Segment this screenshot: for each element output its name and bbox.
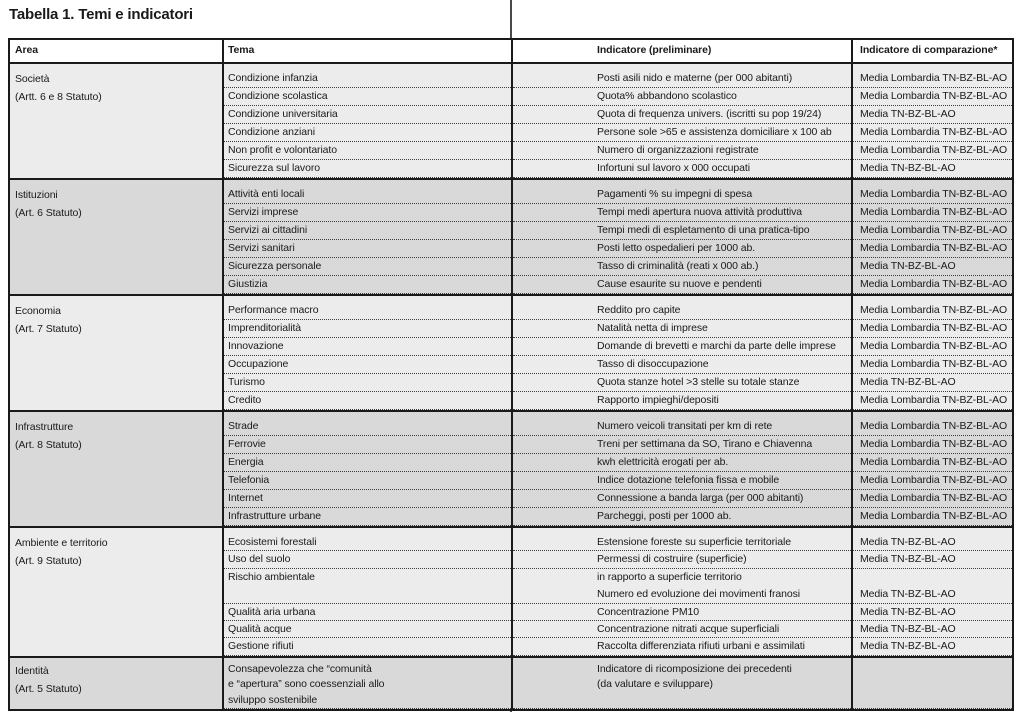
area-statuto: (Art. 8 Statuto) <box>15 439 82 451</box>
tema-cell: Strade <box>224 418 511 436</box>
indicatore-cell: Quota% abbandono scolastico <box>513 88 851 106</box>
area-name: Identità <box>15 664 49 677</box>
area-cell <box>10 528 224 656</box>
comparazione-cell: Media TN-BZ-BL-AO <box>853 621 1012 638</box>
indicatore-cell: Infortuni sul lavoro x 000 occupati <box>513 160 851 178</box>
tema-cell: Condizione universitaria <box>224 106 511 124</box>
tema-cell: Giustizia <box>224 276 511 294</box>
area-cell <box>10 412 224 526</box>
tema-column <box>224 658 513 710</box>
area-name: Economia <box>15 305 61 317</box>
comparazione-cell: Media Lombardia TN-BZ-BL-AO <box>853 472 1012 490</box>
indicatore-cell: Rapporto impieghi/depositi <box>513 392 851 410</box>
indicatore-column <box>513 180 853 294</box>
page-title: Tabella 1. Temi e indicatori <box>9 6 193 23</box>
tema-cell <box>224 586 511 603</box>
comparazione-cell: Media TN-BZ-BL-AO <box>853 534 1012 551</box>
tema-cell: Servizi ai cittadini <box>224 222 511 240</box>
comparazione-cell: Media Lombardia TN-BZ-BL-AO <box>853 320 1012 338</box>
tema-cell: Performance macro <box>224 302 511 320</box>
area-statuto: (Art. 9 Statuto) <box>15 555 82 567</box>
indicatore-column <box>513 412 853 526</box>
comparazione-cell: Media Lombardia TN-BZ-BL-AO <box>853 418 1012 436</box>
tema-cell: Condizione infanzia <box>224 70 511 88</box>
indicatore-cell: Parcheggi, posti per 1000 ab. <box>513 508 851 526</box>
indicatore-cell: Concentrazione nitrati acque superficiali <box>513 621 851 638</box>
indicatore-column <box>513 528 853 656</box>
area-group-istituzioni <box>10 180 1012 296</box>
area-group-ambiente <box>10 528 1012 658</box>
column-header-indicatore: Indicatore (preliminare) <box>513 40 853 62</box>
indicatore-cell: Tempi medi di espletamento di una pratica-tipo <box>513 222 851 240</box>
comparazione-cell: Media TN-BZ-BL-AO <box>853 604 1012 621</box>
area-cell <box>10 180 224 294</box>
area-statuto: (Art. 7 Statuto) <box>15 323 82 335</box>
comparazione-cell: Media TN-BZ-BL-AO <box>853 374 1012 392</box>
indicatore-cell: Natalità netta di imprese <box>513 320 851 338</box>
tema-cell: Sicurezza sul lavoro <box>224 160 511 178</box>
comparazione-cell: Media TN-BZ-BL-AO <box>853 551 1012 568</box>
indicatore-column <box>513 296 853 410</box>
tema-cell: Qualità aria urbana <box>224 604 511 621</box>
area-cell <box>10 658 224 710</box>
tema-cell: Turismo <box>224 374 511 392</box>
indicatore-cell: Numero di organizzazioni registrate <box>513 142 851 160</box>
indicatore-line: (da valutare e sviluppare) <box>597 678 713 691</box>
indicatore-cell: Posti asili nido e materne (per 000 abitanti) <box>513 70 851 88</box>
tema-cell: Infrastrutture urbane <box>224 508 511 526</box>
tema-cell: Telefonia <box>224 472 511 490</box>
indicatore-cell: Reddito pro capite <box>513 302 851 320</box>
comparazione-column <box>853 180 1012 294</box>
tema-column <box>224 296 513 410</box>
area-name: Ambiente e territorio <box>15 537 108 549</box>
indicatore-cell: Indice dotazione telefonia fissa e mobile <box>513 472 851 490</box>
column-header-comparazione: Indicatore di comparazione* <box>860 44 998 56</box>
tema-column <box>224 180 513 294</box>
comparazione-cell: Media Lombardia TN-BZ-BL-AO <box>853 392 1012 410</box>
indicatore-cell: Numero veicoli transitati per km di rete <box>513 418 851 436</box>
tema-cell: Credito <box>224 392 511 410</box>
indicatore-column <box>513 658 853 710</box>
area-group-societa <box>10 64 1012 180</box>
tema-cell: Innovazione <box>224 338 511 356</box>
area-group-economia <box>10 296 1012 412</box>
indicatore-cell: Pagamenti % su impegni di spesa <box>513 186 851 204</box>
indicatore-cell: Raccolta differenziata rifiuti urbani e assimilati <box>513 638 851 655</box>
comparazione-cell: Media Lombardia TN-BZ-BL-AO <box>853 338 1012 356</box>
comparazione-cell: Media TN-BZ-BL-AO <box>853 106 1012 124</box>
column-header-tema: Tema <box>224 40 513 62</box>
comparazione-cell: Media Lombardia TN-BZ-BL-AO <box>853 204 1012 222</box>
comparazione-cell <box>853 569 1012 586</box>
indicatore-cell: Estensione foreste su superficie territoriale <box>513 534 851 551</box>
tema-cell: Non profit e volontariato <box>224 142 511 160</box>
comparazione-cell: Media TN-BZ-BL-AO <box>853 586 1012 603</box>
indicatore-cell: Cause esaurite su nuove e pendenti <box>513 276 851 294</box>
comparazione-cell: Media Lombardia TN-BZ-BL-AO <box>853 142 1012 160</box>
column-header-area: Area <box>10 40 224 62</box>
area-statuto: (Art. 5 Statuto) <box>15 682 82 695</box>
comparazione-cell: Media Lombardia TN-BZ-BL-AO <box>853 356 1012 374</box>
tema-cell: Energia <box>224 454 511 472</box>
tema-cell: Condizione anziani <box>224 124 511 142</box>
area-group-identita <box>10 658 1012 710</box>
indicatore-cell: Tasso di criminalità (reati x 000 ab.) <box>513 258 851 276</box>
comparazione-cell: Media Lombardia TN-BZ-BL-AO <box>853 508 1012 526</box>
indicatore-cell: Persone sole >65 e assistenza domiciliare x 100 ab <box>513 124 851 142</box>
tema-line: e “apertura” sono coessenziali allo <box>228 678 385 691</box>
tema-column <box>224 412 513 526</box>
area-cell <box>10 64 224 178</box>
comparazione-cell: Media Lombardia TN-BZ-BL-AO <box>853 454 1012 472</box>
indicatore-line: Indicatore di ricomposizione dei precedenti <box>597 662 792 675</box>
indicatore-cell <box>513 662 851 710</box>
indicatore-cell: in rapporto a superficie territorio <box>597 570 742 583</box>
tema-column <box>224 64 513 178</box>
comparazione-cell: Media Lombardia TN-BZ-BL-AO <box>853 436 1012 454</box>
table-header-row <box>10 40 1012 64</box>
tema-cell: Ferrovie <box>224 436 511 454</box>
area-name: Infrastrutture <box>15 421 74 433</box>
indicatore-column <box>513 64 853 178</box>
indicatore-cell: Quota stanze hotel >3 stelle su totale stanze <box>513 374 851 392</box>
comparazione-column <box>853 412 1012 526</box>
indicatore-cell: Tasso di disoccupazione <box>513 356 851 374</box>
comparazione-cell: Media TN-BZ-BL-AO <box>853 638 1012 655</box>
comparazione-cell: Media Lombardia TN-BZ-BL-AO <box>853 240 1012 258</box>
tema-cell: Uso del suolo <box>224 551 511 568</box>
comparazione-cell <box>853 662 1012 710</box>
tema-cell: Condizione scolastica <box>224 88 511 106</box>
tema-cell <box>224 662 511 710</box>
area-name: Società <box>15 73 50 85</box>
area-statuto: (Artt. 6 e 8 Statuto) <box>15 91 102 103</box>
tema-cell: Attività enti locali <box>224 186 511 204</box>
area-cell <box>10 296 224 410</box>
comparazione-cell: Media Lombardia TN-BZ-BL-AO <box>853 70 1012 88</box>
tema-cell: Sicurezza personale <box>224 258 511 276</box>
tema-cell: Internet <box>224 490 511 508</box>
indicatore-cell: Posti letto ospedalieri per 1000 ab. <box>513 240 851 258</box>
indicatore-cell: Treni per settimana da SO, Tirano e Chiavenna <box>513 436 851 454</box>
area-name: Istituzioni <box>15 189 58 201</box>
table-body <box>10 64 1012 709</box>
indicatore-cell: Connessione a banda larga (per 000 abitanti) <box>513 490 851 508</box>
tema-column <box>224 528 513 656</box>
tema-line: Consapevolezza che “comunità <box>228 662 372 675</box>
tema-cell: Gestione rifiuti <box>224 638 511 655</box>
tema-cell: Servizi imprese <box>224 204 511 222</box>
indicatore-cell: Numero ed evoluzione dei movimenti franosi <box>513 586 851 603</box>
comparazione-cell: Media Lombardia TN-BZ-BL-AO <box>853 276 1012 294</box>
tema-cell: Servizi sanitari <box>224 240 511 258</box>
comparazione-cell: Media Lombardia TN-BZ-BL-AO <box>853 490 1012 508</box>
comparazione-cell: Media TN-BZ-BL-AO <box>853 258 1012 276</box>
area-group-infrastrutture <box>10 412 1012 528</box>
indicators-table <box>8 38 1014 711</box>
comparazione-column <box>853 528 1012 656</box>
indicatore-cell: Concentrazione PM10 <box>513 604 851 621</box>
comparazione-column <box>853 296 1012 410</box>
comparazione-cell: Media Lombardia TN-BZ-BL-AO <box>853 302 1012 320</box>
area-statuto: (Art. 6 Statuto) <box>15 207 82 219</box>
indicatore-cell: Quota di frequenza univers. (iscritti su pop 19/24) <box>513 106 851 124</box>
tema-cell: Rischio ambientale <box>228 570 315 583</box>
indicatore-cell: Domande di brevetti e marchi da parte delle imprese <box>513 338 851 356</box>
comparazione-column <box>853 658 1012 710</box>
tema-line: sviluppo sostenibile <box>228 693 318 706</box>
comparazione-cell: Media TN-BZ-BL-AO <box>853 160 1012 178</box>
tema-cell: Ecosistemi forestali <box>224 534 511 551</box>
comparazione-cell: Media Lombardia TN-BZ-BL-AO <box>853 124 1012 142</box>
tema-cell: Imprenditorialità <box>224 320 511 338</box>
indicatore-cell: kwh elettricità erogati per ab. <box>513 454 851 472</box>
comparazione-cell: Media Lombardia TN-BZ-BL-AO <box>853 186 1012 204</box>
indicatore-cell: Permessi di costruire (superficie) <box>513 551 851 568</box>
tema-cell: Qualità acque <box>224 621 511 638</box>
comparazione-column <box>853 64 1012 178</box>
comparazione-cell: Media Lombardia TN-BZ-BL-AO <box>853 88 1012 106</box>
comparazione-cell: Media Lombardia TN-BZ-BL-AO <box>853 222 1012 240</box>
indicatore-cell: Tempi medi apertura nuova attività produttiva <box>513 204 851 222</box>
tema-cell: Occupazione <box>224 356 511 374</box>
